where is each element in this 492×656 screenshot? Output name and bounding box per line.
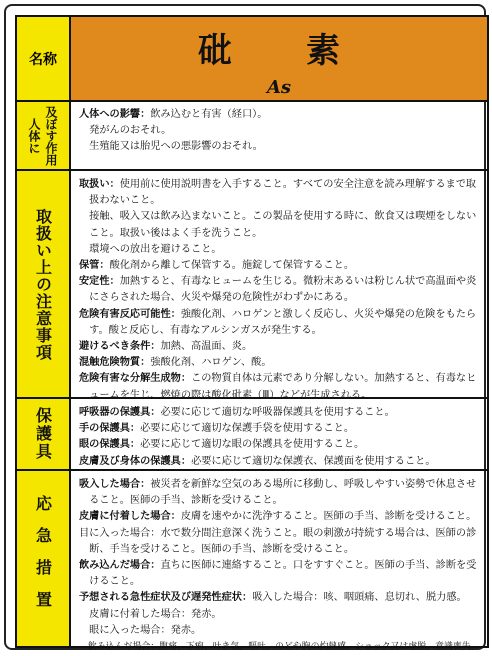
emergency-line-heading: 予想される急性症状及び遅発性症状： — [79, 592, 253, 604]
handling-line-heading: 安定性： — [79, 276, 120, 288]
emergency-line — [79, 574, 479, 590]
emergency-line-text: 眼に入った場合：発赤。 — [79, 624, 202, 636]
emergency-line-text: 被災者を新鮮な空気のある場所に移動し、呼吸しやすい姿勢で休息させ — [150, 479, 477, 490]
protective-body — [71, 399, 487, 469]
health-line — [79, 107, 479, 123]
name-label: 名称 — [29, 51, 57, 68]
handling-line-text: にさらされた場合、火災や爆発の危険性がわずかにある。 — [79, 292, 355, 304]
handling-row — [17, 171, 487, 399]
emergency-line-text: 直ちに医師に連絡すること。口をすすぐこと。医師の手当、診断を受 — [160, 560, 477, 572]
handling-line — [79, 307, 479, 323]
handling-line-text: 扱わないこと。 — [79, 195, 161, 207]
protective-line — [79, 421, 479, 437]
health-label-a: 人体に — [27, 117, 41, 154]
handling-line-text: 加熱すると、有毒なヒュームを生じる。微粉末あるいは粉じん状で高温面や炎 — [119, 276, 477, 288]
emergency-line-text: 目に入った場合：水で数分間注意深く洗うこと。眼の刺激が持続する場合は、医師の診 — [79, 527, 477, 539]
emergency-line — [79, 590, 479, 606]
emergency-line-text: 断、手当を受けること。医師の手当、診断を受けること。 — [79, 543, 355, 555]
health-row — [17, 102, 487, 171]
protective-label: 保護具 — [33, 407, 53, 461]
handling-label-cell — [17, 171, 71, 397]
emergency-line-text: ること。医師の手当、診断を受けること。 — [79, 495, 283, 507]
handling-line-text: 酸化剤から離して保管する。施錠して保管すること。 — [109, 260, 355, 272]
emergency-line — [79, 607, 479, 623]
health-body — [71, 102, 487, 169]
handling-line — [79, 193, 479, 209]
sign-board — [4, 4, 486, 653]
protective-line — [79, 454, 479, 470]
handling-line-text: 使用前に使用説明書を入手すること。すべての安全注意を読み理解するまで取 — [119, 179, 477, 190]
emergency-row — [17, 471, 487, 653]
handling-line-heading: 危険有害な分解生成物： — [79, 373, 192, 385]
emergency-lines — [79, 477, 479, 655]
health-line-text: 飲み込むと有害（経口）。 — [150, 109, 268, 120]
protective-line-heading: 手の保護具： — [79, 423, 141, 435]
name-row — [17, 17, 487, 102]
handling-line — [79, 323, 479, 339]
handling-line-text: こと。取扱い後はよく手を洗うこと。 — [79, 227, 263, 239]
handling-line-text: ュームを生じ、燃焼の際は酸化砒素（Ⅲ）などが生成される。 — [79, 389, 372, 401]
handling-line — [79, 371, 479, 387]
handling-line — [79, 177, 479, 193]
emergency-label: 応急措置 — [33, 494, 53, 623]
handling-line — [79, 209, 479, 225]
protective-line — [79, 437, 479, 453]
protective-label-cell — [17, 399, 71, 469]
name-body — [71, 17, 487, 100]
handling-line-heading: 避けるべき条件： — [79, 341, 161, 353]
sds-table — [15, 15, 489, 653]
handling-line-text: す。酸と反応し、有毒なアルシンガスが発生する。 — [79, 324, 322, 336]
handling-line-text: 環境への放出を避けること。 — [79, 243, 222, 255]
emergency-line — [79, 623, 479, 639]
handling-line-text: 強酸化剤、ハロゲンと激しく反応し、火災や爆発の危険をもたら — [180, 308, 477, 320]
protective-row — [17, 399, 487, 471]
health-label-b: 及ぼす作用 — [44, 105, 58, 166]
handling-line — [79, 242, 479, 258]
handling-line-heading: 取扱い： — [79, 179, 120, 190]
health-lines — [79, 107, 479, 156]
emergency-line-text: けること。 — [79, 576, 141, 588]
handling-line — [79, 355, 479, 371]
handling-line-heading: 保管： — [79, 260, 110, 272]
handling-label: 取扱い上の注意事項 — [33, 207, 53, 361]
emergency-line — [79, 493, 479, 509]
handling-line — [79, 339, 479, 355]
health-line — [79, 139, 479, 155]
handling-line-text: 強酸化剤、ハロゲン、酸。 — [150, 357, 272, 369]
health-line-text: 発がんのおそれ。 — [79, 125, 172, 137]
emergency-line-text: 皮膚を速やかに洗浄すること。医師の手当、診断を受けること。 — [180, 511, 477, 523]
handling-line-text: 加熱、高温面、炎。 — [160, 341, 253, 353]
handling-line-text: この物質自体は元素であり分解しない。加熱すると、有毒なヒ — [191, 373, 477, 385]
emergency-line — [79, 509, 479, 525]
handling-line — [79, 290, 479, 306]
emergency-label-cell — [17, 471, 71, 646]
protective-line-text: 必要に応じて適切な保護衣、保護面を使用すること。 — [191, 455, 436, 467]
handling-line-text: 接触、吸入又は飲み込まないこと。この製品を使用する時に、飲食又は喫煙をしない — [79, 211, 477, 223]
health-label-cell — [17, 102, 71, 169]
emergency-line-text: 皮膚に付着した場合：発赤。 — [79, 608, 222, 620]
health-line-text: 生殖能又は胎児への悪影響のおそれ。 — [79, 141, 263, 153]
protective-line — [79, 405, 479, 421]
emergency-line — [79, 639, 479, 655]
emergency-line — [79, 477, 479, 493]
handling-line-heading: 危険有害反応可能性： — [79, 308, 181, 320]
protective-line-heading: 呼吸器の保護具： — [79, 407, 161, 418]
handling-line — [79, 258, 479, 274]
emergency-body — [71, 471, 487, 653]
chemical-formula: As — [266, 77, 292, 98]
emergency-line — [79, 558, 479, 574]
emergency-line-heading: 飲み込んだ場合： — [79, 560, 161, 572]
emergency-line-text: 吸入した場合：咳、咽頭痛、息切れ、脱力感。 — [252, 592, 467, 604]
emergency-line-heading: 吸入した場合： — [79, 479, 151, 490]
protective-line-heading: 眼の保護具： — [79, 439, 141, 451]
protective-line-text: 必要に応じて適切な呼吸器保護具を使用すること。 — [160, 407, 395, 418]
emergency-line-heading: 皮膚に付着した場合： — [79, 511, 181, 523]
emergency-line-text: 飲み込んだ場合：腹痛、下痢、吐き気、嘔吐、のどや胸の灼熱感、ショック又は虚脱、意識喪失。 — [79, 642, 480, 653]
handling-line-heading: 混触危険物質： — [79, 357, 151, 369]
substance-title: 砒 素 — [198, 31, 360, 71]
health-line-heading: 人体への影響： — [79, 109, 151, 120]
emergency-line — [79, 542, 479, 558]
health-line — [79, 123, 479, 139]
emergency-line — [79, 526, 479, 542]
name-label-cell — [17, 17, 71, 100]
protective-line-text: 必要に応じて適切な眼の保護具を使用すること。 — [140, 439, 365, 451]
handling-line — [79, 226, 479, 242]
handling-body — [71, 171, 487, 401]
protective-line-text: 必要に応じて適切な保護手袋を使用すること。 — [140, 423, 355, 435]
protective-lines — [79, 405, 479, 470]
protective-line-heading: 皮膚及び身体の保護具： — [79, 455, 192, 467]
handling-line — [79, 274, 479, 290]
handling-lines — [79, 177, 479, 404]
